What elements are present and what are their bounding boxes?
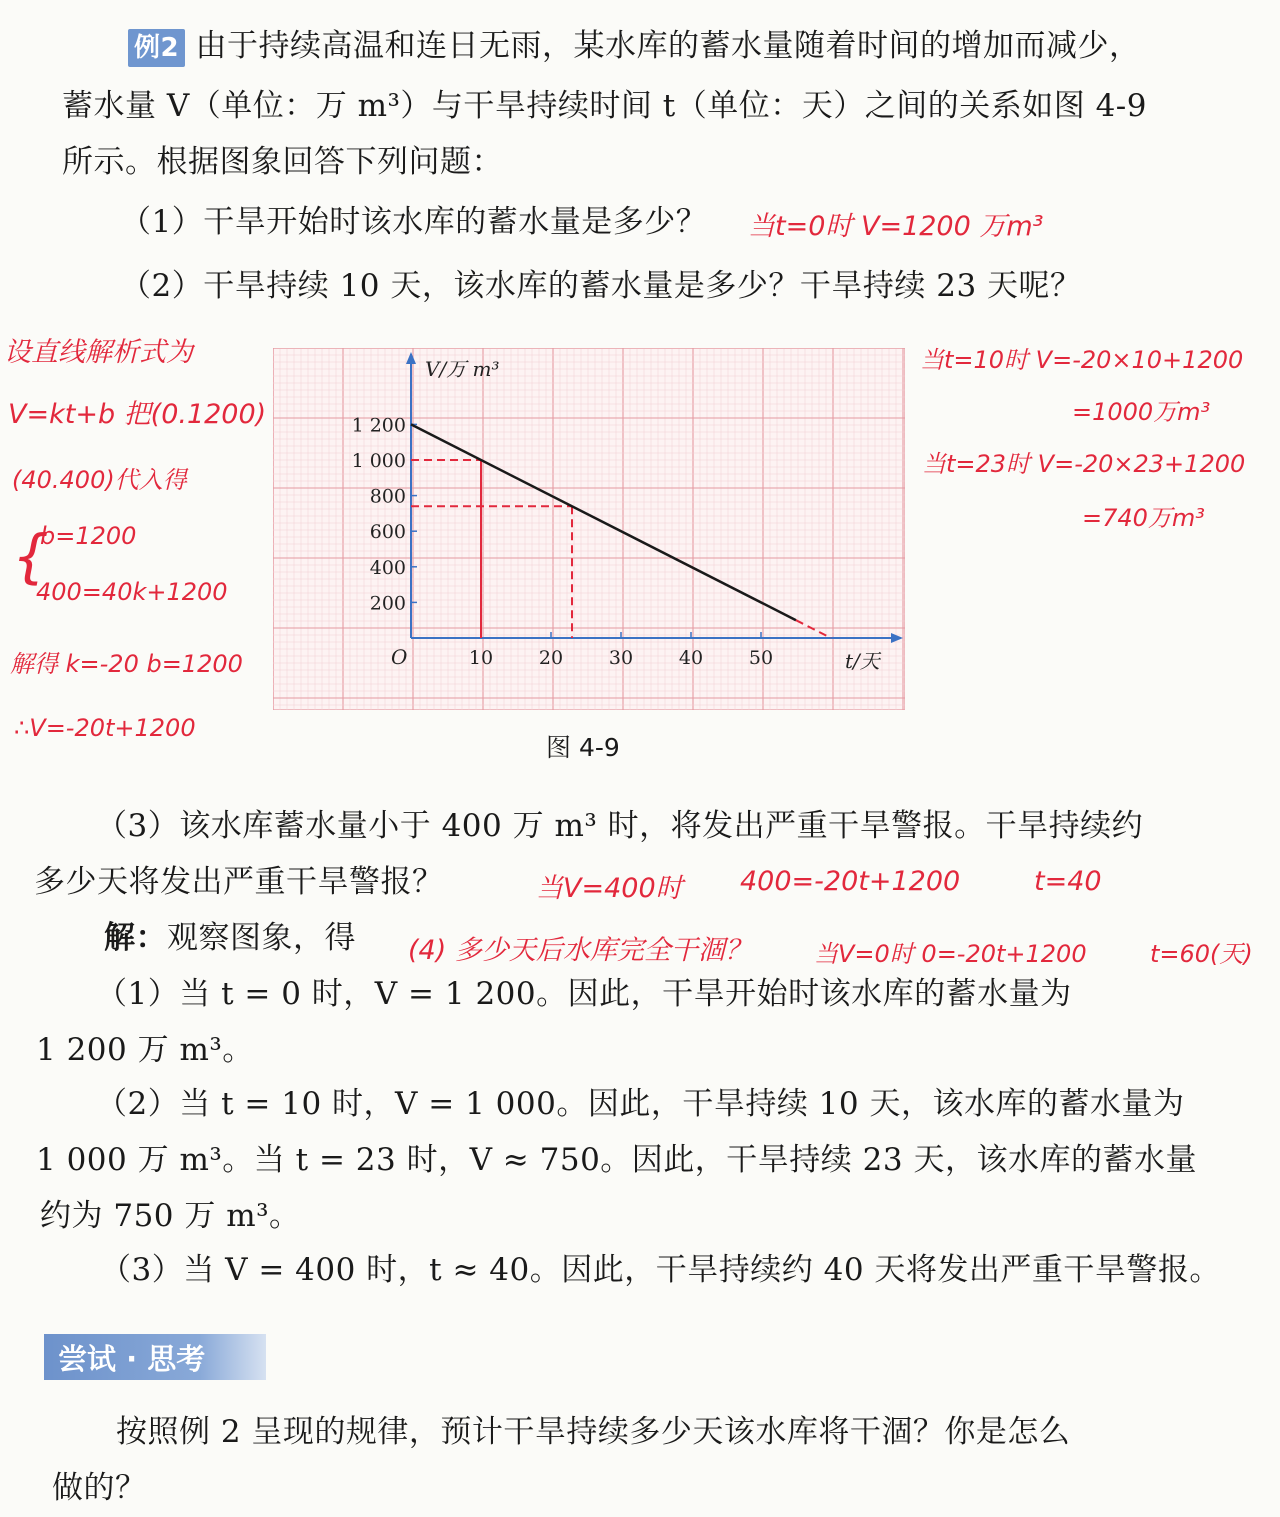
handwritten-left-2: V=kt+b 把(0.1200) bbox=[8, 399, 267, 430]
y-tick-label: 800 bbox=[369, 485, 406, 508]
graph-paper bbox=[273, 348, 905, 710]
handwritten-q4-question: (4) 多少天后水库完全干涸？ bbox=[408, 935, 752, 966]
handwritten-q1-answer: 当t=0时 V=1200 万m³ bbox=[748, 211, 1044, 242]
x-tick-label: 10 bbox=[468, 647, 494, 669]
handwritten-q3-b: 400=-20t+1200 bbox=[740, 866, 961, 897]
handwritten-left-7: ∴V=-20t+1200 bbox=[14, 714, 196, 742]
example-badge: 例2 bbox=[128, 29, 185, 67]
handwritten-q4-a: 当V=0时 0=-20t+1200 bbox=[814, 940, 1087, 968]
handwritten-right-4: =740万m³ bbox=[1082, 504, 1205, 532]
example-intro-3: 所示。根据图象回答下列问题： bbox=[62, 144, 503, 180]
example-intro-1: 由于持续高温和连日无雨，某水库的蓄水量随着时间的增加而减少， bbox=[195, 28, 1141, 64]
y-tick-label: 1 000 bbox=[351, 450, 406, 472]
handwritten-left-6: 解得 k=-20 b=1200 bbox=[10, 650, 243, 678]
handwritten-brace: { bbox=[12, 522, 49, 590]
answer-3-line-1: （3）当 V = 400 时，t ≈ 40。因此，干旱持续约 40 天将发出严重干旱警报。 bbox=[100, 1252, 1221, 1288]
figure-4-9 bbox=[273, 348, 905, 710]
answer-2-line-3: 约为 750 万 m³。 bbox=[40, 1198, 301, 1234]
answer-2-line-2: 1 000 万 m³。当 t = 23 时，V ≈ 750。因此，干旱持续 23 天，该水库的蓄水量 bbox=[36, 1142, 1197, 1178]
x-tick-label: 20 bbox=[538, 647, 564, 669]
example-intro-2: 蓄水量 V（单位：万 m³）与干旱持续时间 t（单位：天）之间的关系如图 4-9 bbox=[62, 88, 1148, 124]
solution-label: 解： bbox=[104, 920, 167, 956]
try-think-title: 尝试 · 思考 bbox=[58, 1342, 206, 1376]
y-tick-label: 200 bbox=[369, 592, 406, 615]
x-tick-label: 30 bbox=[608, 647, 634, 669]
y-tick-label: 400 bbox=[369, 556, 406, 579]
answer-1-line-2: 1 200 万 m³。 bbox=[36, 1032, 254, 1068]
handwritten-q4-b: t=60(天) bbox=[1150, 940, 1253, 968]
y-tick-label: 600 bbox=[369, 521, 406, 544]
handwritten-q3-c: t=40 bbox=[1034, 866, 1102, 897]
try-think-line-1: 按照例 2 呈现的规律，预计干旱持续多少天该水库将干涸？你是怎么 bbox=[116, 1414, 1071, 1450]
handwritten-right-3: 当t=23时 V=-20×23+1200 bbox=[922, 450, 1246, 478]
try-think-line-2: 做的？ bbox=[52, 1470, 147, 1506]
question-1: （1）干旱开始时该水库的蓄水量是多少？ bbox=[120, 204, 708, 240]
origin-label: O bbox=[391, 645, 408, 669]
question-3-line-2: 多少天将发出严重干旱警报？ bbox=[34, 864, 444, 900]
handwritten-right-1: 当t=10时 V=-20×10+1200 bbox=[920, 346, 1244, 374]
figure-caption: 图 4-9 bbox=[546, 733, 620, 762]
x-tick-label: 40 bbox=[678, 647, 704, 669]
handwritten-left-4: b=1200 bbox=[40, 522, 137, 550]
question-3-line-1: （3）该水库蓄水量小于 400 万 m³ 时，将发出严重干旱警报。干旱持续约 bbox=[96, 808, 1144, 844]
y-axis-label: V/万 m³ bbox=[425, 357, 500, 381]
answer-1-line-1: （1）当 t = 0 时，V = 1 200。因此，干旱开始时该水库的蓄水量为 bbox=[96, 976, 1072, 1012]
y-tick-label: 1 200 bbox=[351, 414, 406, 437]
solution-intro: 观察图象，得 bbox=[167, 920, 356, 956]
handwritten-left-5: 400=40k+1200 bbox=[36, 578, 228, 606]
solution-header bbox=[104, 918, 356, 958]
handwritten-q3-a: 当V=400时 bbox=[536, 873, 683, 904]
x-tick-label: 50 bbox=[748, 647, 774, 669]
handwritten-right-2: =1000万m³ bbox=[1072, 398, 1211, 426]
try-think-banner bbox=[44, 1334, 266, 1380]
example-line-1 bbox=[128, 26, 1140, 67]
question-2: （2）干旱持续 10 天，该水库的蓄水量是多少？干旱持续 23 天呢？ bbox=[120, 268, 1082, 304]
x-axis-label: t/天 bbox=[845, 649, 880, 673]
line-chart bbox=[273, 348, 905, 710]
answer-2-line-1: （2）当 t = 10 时，V = 1 000。因此，干旱持续 10 天，该水库的蓄水量为 bbox=[96, 1086, 1185, 1122]
handwritten-left-3: (40.400)代入得 bbox=[12, 466, 187, 494]
handwritten-left-1: 设直线解析式为 bbox=[4, 337, 193, 368]
